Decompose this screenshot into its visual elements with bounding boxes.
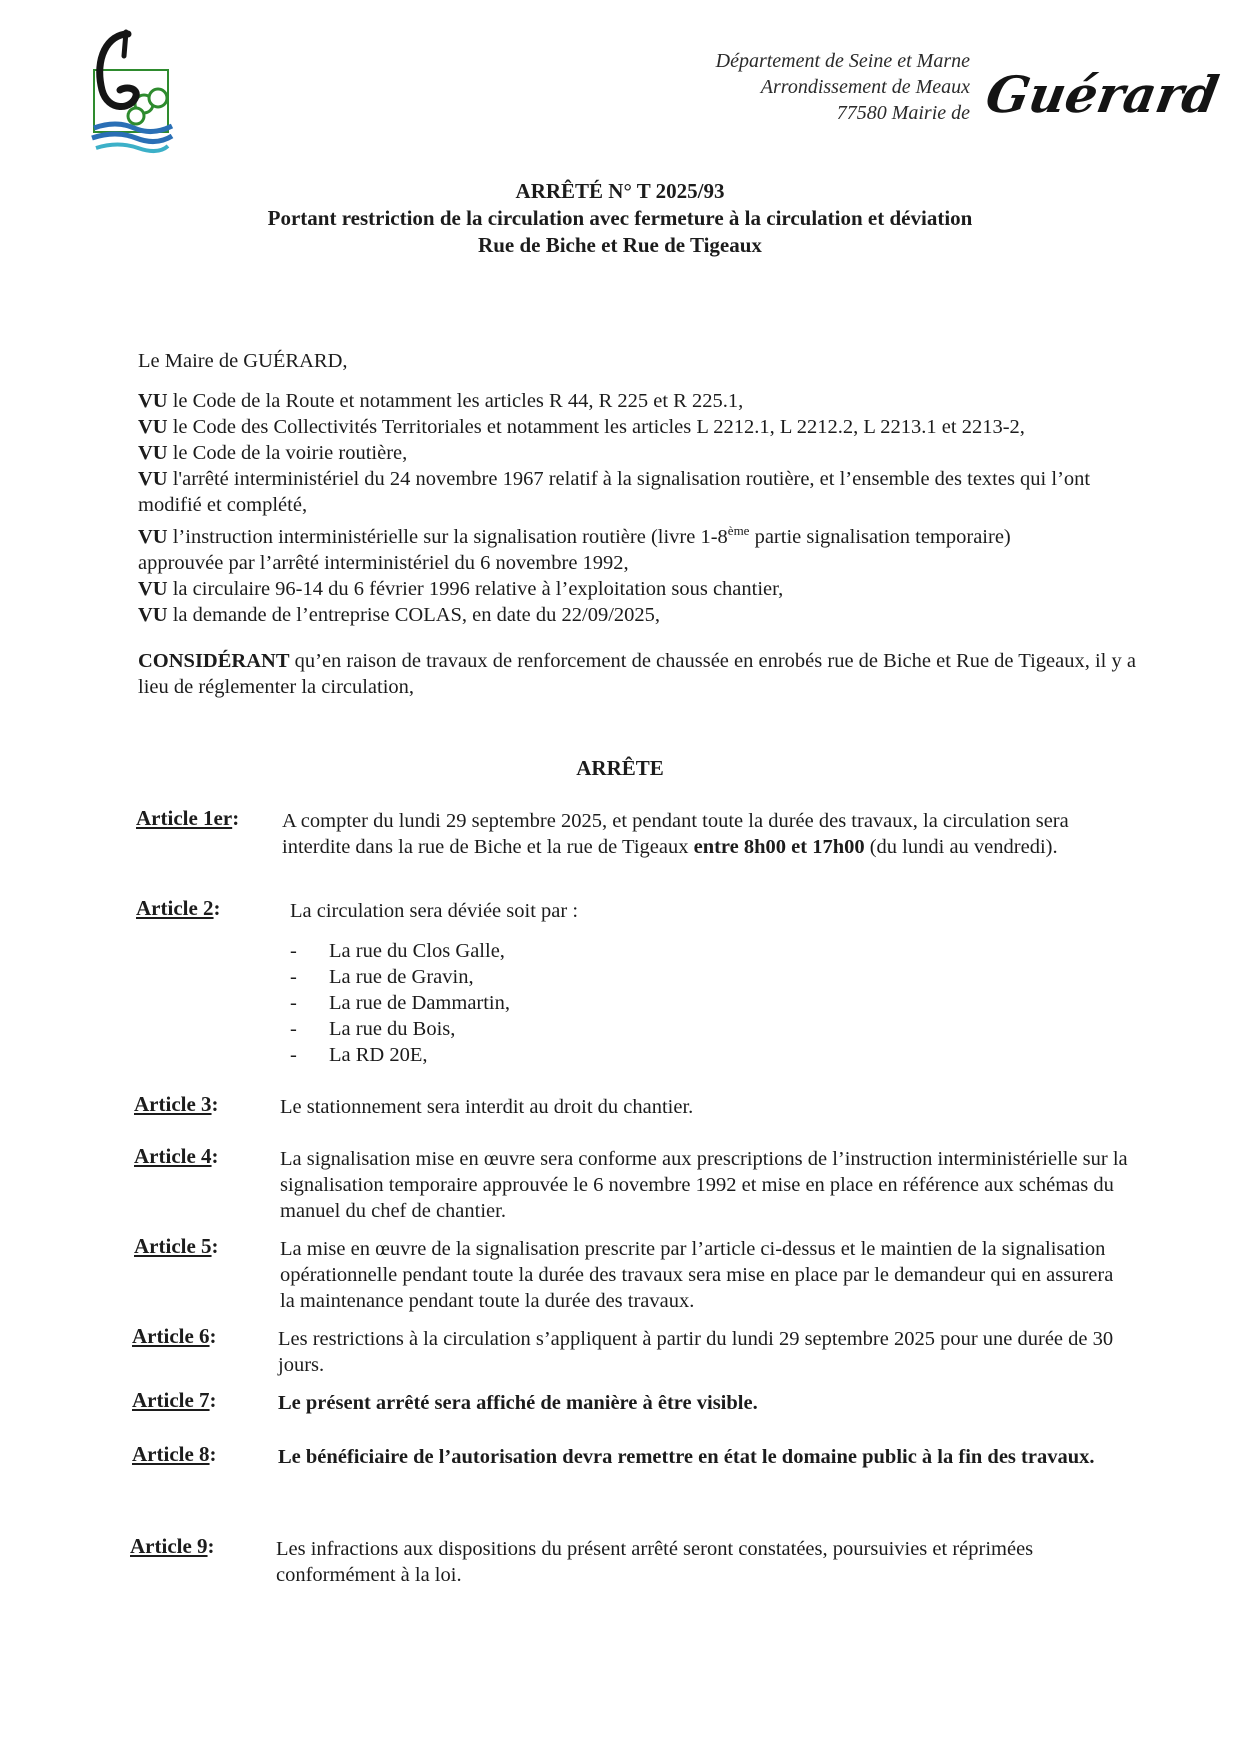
article-4-text: La signalisation mise en œuvre sera conforme aux prescriptions de l’instruction interministérielle sur la signalisation temporaire approuvée le 6 novembre 1992 et mise en place en référence aux schémas du manuel du chef de chantier.: [280, 1148, 1128, 1222]
article-3-text: Le stationnement sera interdit au droit du chantier.: [280, 1096, 694, 1118]
municipal-logo: [86, 28, 178, 158]
article-2-text: La circulation sera déviée soit par :: [290, 900, 579, 922]
article-2-label: Article 2:: [136, 896, 221, 920]
vu-list: [138, 388, 1148, 628]
article-4-label: Article 4:: [134, 1144, 219, 1168]
article-3-label: Article 3:: [134, 1092, 219, 1116]
decree-number: ARRÊTÉ N° T 2025/93: [515, 179, 725, 203]
article-8-label: Article 8:: [132, 1442, 217, 1466]
article-1-label: Article 1er:: [136, 806, 240, 830]
article-8-text: Le bénéficiaire de l’autorisation devra remettre en état le domaine public à la fin des travaux.: [278, 1446, 1095, 1468]
town-name-text: Guérard: [981, 65, 1223, 124]
town-name-logo: [981, 54, 1223, 134]
article-7-label: Article 7:: [132, 1388, 217, 1412]
article-9-label: Article 9:: [130, 1534, 215, 1558]
deviation-route-item: - La rue du Clos Galle,: [290, 940, 505, 962]
considerant: CONSIDÉRANT qu’en raison de travaux de renforcement de chaussée en enrobés rue de Biche et Rue de Tigeaux, il y a lieu de réglementer la circulation,: [138, 650, 1136, 698]
article-9-text: Les infractions aux dispositions du présent arrêté seront constatées, poursuivies et réprimées conformément à la loi.: [276, 1538, 1034, 1586]
deviation-route-list: [290, 938, 890, 1068]
department-line: Département de Seine et Marne: [715, 50, 970, 72]
vu-item: VU le Code de la Route et notamment les articles R 44, R 225 et R 225.1,: [138, 390, 744, 412]
vu-item: VU le Code des Collectivités Territoriales et notamment les articles L 2212.1, L 2212.2, L 2213.1 et 2213-2,: [138, 416, 1025, 438]
article-1-text: A compter du lundi 29 septembre 2025, et pendant toute la durée des travaux, la circulation sera interdite dans la rue de Biche et la rue de Tigeaux entre 8h00 et 17h00 (du lundi au vendredi).: [282, 810, 1069, 858]
decree-streets: Rue de Biche et Rue de Tigeaux: [478, 233, 762, 257]
header-address: [660, 48, 970, 126]
arrondissement-line: Arrondissement de Meaux: [760, 76, 970, 98]
mairie-line: 77580 Mairie de: [836, 102, 970, 124]
decree-subject: Portant restriction de la circulation avec fermeture à la circulation et déviation: [267, 206, 973, 230]
article-5-text: La mise en œuvre de la signalisation prescrite par l’article ci-dessus et le maintien de la signalisation opérationnelle pendant toute la durée des travaux sera mise en place par le demandeur qui en assurera la maintenance pendant toute la durée des travaux.: [280, 1238, 1114, 1312]
vu-item: VU la circulaire 96-14 du 6 février 1996 relative à l’exploitation sous chantier,: [138, 577, 784, 600]
vu-item: VU l'arrêté interministériel du 24 novembre 1967 relatif à la signalisation routière, et l’ensemble des textes qui l’ont modifié et complété,: [138, 468, 1091, 516]
deviation-route-item: - La RD 20E,: [290, 1044, 428, 1066]
article-6-text: Les restrictions à la circulation s’appliquent à partir du lundi 29 septembre 2025 pour une durée de 30 jours.: [278, 1328, 1114, 1376]
salutation: Le Maire de GUÉRARD,: [138, 350, 348, 372]
vu-item: VU l’instruction interministérielle sur la signalisation routière (livre 1-8ème partie signalisation temporaire) approuvée par l’arrêté interministériel du 6 novembre 1992,: [138, 523, 1011, 574]
article-6-label: Article 6:: [132, 1324, 217, 1348]
article-7-text: Le présent arrêté sera affiché de manière à être visible.: [278, 1392, 758, 1414]
arrete-heading: ARRÊTE: [576, 756, 664, 780]
decree-title: [0, 178, 1240, 259]
article-5-label: Article 5:: [134, 1234, 219, 1258]
vu-item: VU la demande de l’entreprise COLAS, en date du 22/09/2025,: [138, 603, 661, 626]
deviation-route-item: - La rue de Dammartin,: [290, 992, 511, 1014]
deviation-route-item: - La rue de Gravin,: [290, 966, 474, 988]
vu-item: VU le Code de la voirie routière,: [138, 442, 408, 464]
deviation-route-item: - La rue du Bois,: [290, 1018, 456, 1040]
